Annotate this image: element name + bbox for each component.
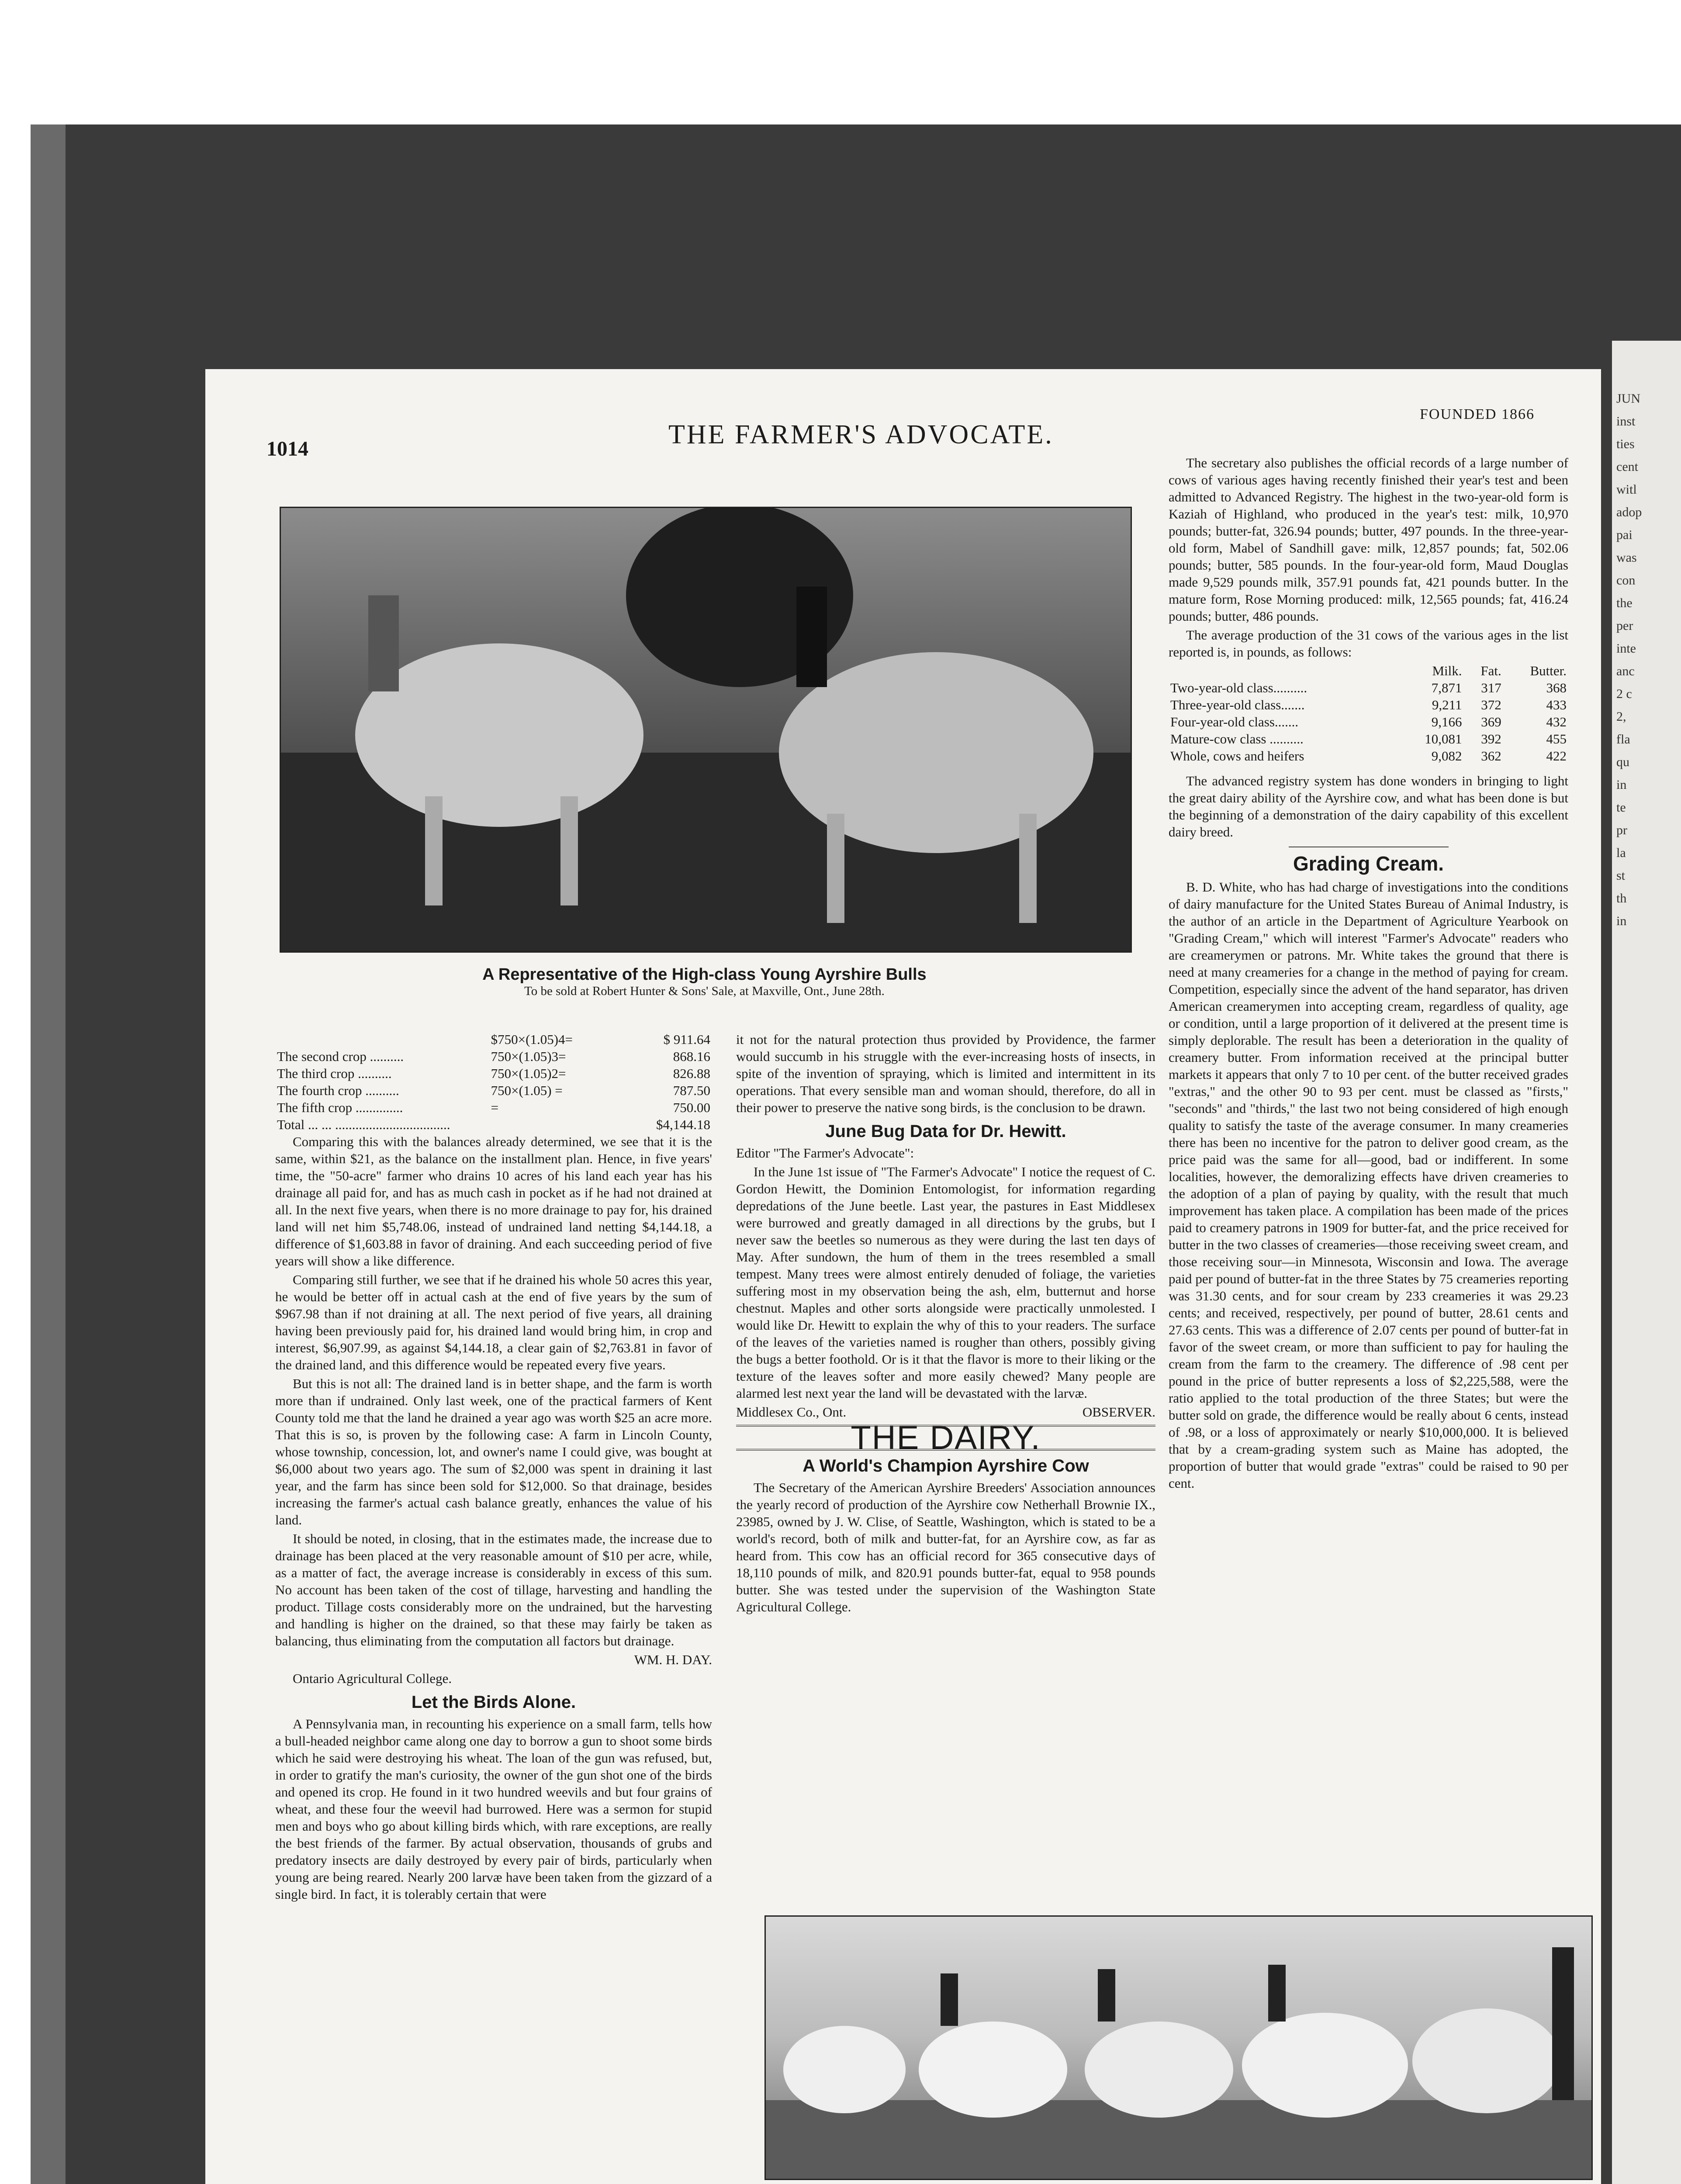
birds-heading: Let the Birds Alone. [411, 1693, 576, 1712]
founded-line: FOUNDED 1866 [1420, 406, 1535, 422]
table-row [1169, 730, 1568, 747]
crop-total-row [275, 1116, 712, 1133]
crop-row [275, 1065, 712, 1082]
table-cell: 392 [1481, 731, 1501, 746]
table-cell: Four-year-old class....... [1170, 714, 1299, 729]
adjacent-page-text-fragment: qu [1616, 755, 1629, 769]
adjacent-page-text-fragment: inte [1616, 641, 1636, 656]
crop-total-label: Total ... ... .................................. [277, 1117, 450, 1132]
adjacent-page-text-fragment: in [1616, 914, 1627, 928]
table-cell: 369 [1481, 714, 1501, 729]
birds-article-text: A Pennsylvania man, in recounting his experience on a small farm, tells how a bull-headed neighbor came along one day to borrow a gun to shoot some birds which he said were destroying his wheat. The loan of the gun was refused, but, in order to gratify the man's curiosity, the owner of the gun shot one of the birds and opened its crop. He found in it two hundred weevils and but four grains of wheat, and these four the weevil had burrowed. Here was a sermon for stupid men and boys who go about killing birds which, with rare exceptions, are really the best friends of the farmer. By actual observation, thousands of grubs and predatory insects are daily destroyed by every pair of birds, particularly when young are being reared. Nearly 200 larvæ have been taken from the gizzard of a single bird. In fact, it is tolerably certain that were [275, 1716, 712, 1902]
table-cell: 422 [1546, 748, 1567, 764]
crop-row [275, 1048, 712, 1065]
masthead: THE FARMER'S ADVOCATE. [668, 420, 1054, 449]
table-cell: 433 [1546, 697, 1567, 712]
page-number: 1014 [266, 437, 308, 460]
table-row [1169, 713, 1568, 730]
table-cell: 372 [1481, 697, 1501, 712]
column-3 [1169, 454, 1568, 1493]
adjacent-page-text-fragment: cent [1616, 460, 1638, 474]
adjacent-page-text-fragment: fla [1616, 732, 1630, 746]
crop-label: The fifth crop .............. [277, 1100, 403, 1115]
table-cell: Mature-cow class .......... [1170, 731, 1304, 746]
crop-row [275, 1099, 712, 1116]
adjacent-page-text-fragment: in [1616, 778, 1627, 792]
table-cell: 455 [1546, 731, 1567, 746]
crop-value: 868.16 [673, 1049, 710, 1064]
adjacent-page-text-fragment: the [1616, 596, 1633, 610]
crop-calc: 750×(1.05)3= [491, 1049, 566, 1064]
adjacent-page-text-fragment: per [1616, 619, 1633, 633]
table-cell: 9,211 [1432, 697, 1462, 712]
crop-row [275, 1031, 712, 1048]
table-cell: 7,871 [1431, 680, 1462, 695]
adjacent-page-text-fragment: pai [1616, 528, 1633, 542]
paragraph: Comparing still further, we see that if he drained his whole 50 acres this year, he would be better off in actual cash at the end of five years by the sum of $967.98 than if not draining at all. The next period of five years, all draining having been previously paid for, his drained land would bring him, in crop and interest, $6,907.99, as against $4,144.18, a clear gain of $2,763.81 in favor of the drained land, and this difference would be repeated every five years. [275, 1272, 712, 1372]
dairy-section-banner: THE DAIRY. [736, 1425, 1155, 1451]
table-row [1169, 679, 1568, 696]
paragraph: But this is not all: The drained land is in better shape, and the farm is worth more than if undrained. Only last week, one of the practical farmers of Kent County told me that the land he drained a year ago was worth $25 an acre more. That this is so, is proven by the following case: A farm in Lincoln County, whose township, concession, lot, and owner's name I could give, was bought at $6,000 about two years ago. The sum of $2,000 was spent in draining it last year, and the farm has since been sold for $12,000. So that drainage, besides increasing the farmer's actual cash balance greatly, enhances the value of his land. [275, 1376, 712, 1527]
letter-place: Middlesex Co., Ont. [736, 1404, 847, 1420]
crop-label [275, 1031, 489, 1048]
crop-value: 750.00 [673, 1100, 710, 1115]
column-header: Milk. [1432, 663, 1462, 678]
adjacent-page-text-fragment: JUN [1616, 391, 1641, 406]
paragraph: The secretary also publishes the official records of a large number of cows of various ages having recently finished their year's test and been admitted to Advanced Registry. The highest in the two-year-old form is Kaziah of Highland, who produced in the year's test: milk, 10,970 pounds; butter-fat, 326.94 pounds; butter, 497 pounds. In the three-year-old form, Mabel of Sandhill gave: milk, 12,857 pounds; fat, 502.06 pounds; butter, 585 pounds. In the four-year-old form, Maud Douglas made 9,529 pounds milk, 357.91 pounds fat, 421 pounds butter. In the mature form, Rose Morning produced: milk, 12,565 pounds; fat, 416.24 pounds; butter, 486 pounds. [1169, 455, 1568, 624]
column-header: Fat. [1480, 663, 1501, 678]
bulls-photo-subcaption: To be sold at Robert Hunter & Sons' Sale, at Maxville, Ont., June 28th. [524, 984, 885, 998]
adjacent-page-text-fragment: adop [1616, 505, 1642, 519]
crop-calc: 750×(1.05) = [491, 1083, 563, 1098]
crop-label: The second crop .......... [277, 1049, 404, 1064]
column-header [1169, 662, 1397, 679]
grading-cream-heading: Grading Cream. [1293, 852, 1444, 875]
scan-edge [31, 124, 66, 2184]
june-bug-letter-text: In the June 1st issue of "The Farmer's Advocate" I notice the request of C. Gordon Hewitt, the Dominion Entomologist, for information regarding depredations of the June beetle. Last year, the pastures in East Middlesex were burrowed and greatly damaged in all directions by the grubs, but I never saw the beetles so numerous as they were during the last ten days of May. After sundown, the hum of them in the trees resembled a small tempest. Many trees were almost entirely denuded of foliage, the varieties suffering most in my observation being the ash, elm, butternut and horse chestnut. Maples and other sorts alongside were practically unmolested. I would like Dr. Hewitt to explain the why of this to your readers. The surface of the leaves of the varieties named is rougher than others, possibly giving the bugs a better foothold. Or is it that the flavor is more to their liking or the texture of the leaves softer and more easily chewed? Many people are alarmed lest next year the land will be devastated with the larvæ. [736, 1164, 1155, 1401]
table-cell: 317 [1481, 680, 1501, 695]
adjacent-page-text-fragment: was [1616, 550, 1637, 565]
crop-calc: 750×(1.05)2= [491, 1066, 566, 1081]
crop-total-value: $4,144.18 [656, 1117, 710, 1132]
table-cell: 9,082 [1431, 748, 1462, 764]
champion-cow-heading: A World's Champion Ayrshire Cow [802, 1456, 1089, 1476]
ayrshire-heifers-photo [764, 1915, 1593, 2180]
adjacent-page-text-fragment: 2 c [1616, 687, 1632, 701]
table-cell: Whole, cows and heifers [1170, 748, 1304, 764]
ayrshire-bulls-photo [280, 507, 1132, 953]
paragraph: It should be noted, in closing, that in the estimates made, the increase due to drainage has been placed at the very reasonable amount of $10 per acre, while, as a matter of fact, the average increase is considerably in excess of this sum. No account has been taken of the cost of tillage, harvesting and handling the product. Tillage costs considerably more on the undrained, but the harvesting and handling is higher on the drained, so that these may fairly be taken as balancing, thus eliminating from the computation all factors but drainage. [275, 1531, 712, 1648]
column-1 [275, 1031, 712, 1904]
letter-footer [736, 1403, 1155, 1420]
crop-calc: = [491, 1100, 499, 1115]
adjacent-page-text-fragment: inst [1616, 414, 1636, 429]
table-cell: 10,081 [1425, 731, 1462, 746]
author-affiliation: Ontario Agricultural College. [293, 1671, 452, 1686]
adjacent-page-strip [1612, 341, 1681, 2184]
table-row [1169, 696, 1568, 713]
crop-value: 787.50 [673, 1083, 710, 1098]
paragraph: Comparing this with the balances already determined, we see that it is the same, within $21, as the balance on the installment plan. Hence, in five years' time, the "50-acre" farmer who drains 10 acres of his land each year has his drainage all paid for, and has as much cash in pocket as if he had not drained at all. In the next five years, when there is no more drainage to pay for, his drained land will net him $5,748.06, instead of undrained land netting $4,144.18, a difference of $1,603.88 in favor of draining. And each succeeding period of five years will show a like difference. [275, 1134, 712, 1268]
letter-salutation: Editor "The Farmer's Advocate": [736, 1145, 914, 1161]
column-header: Butter. [1530, 663, 1567, 678]
table-cell: 362 [1481, 748, 1501, 764]
crop-label: The fourth crop .......... [277, 1083, 399, 1098]
adjacent-page-text-fragment: 2, [1616, 709, 1626, 724]
author-signature: WM. H. DAY. [634, 1652, 712, 1667]
column-2 [736, 1031, 1155, 1617]
paragraph: The average production of the 31 cows of the various ages in the list reported is, in pounds, as follows: [1169, 627, 1568, 660]
adjacent-page-text-fragment: st [1616, 868, 1626, 883]
adjacent-page-text-fragment: con [1616, 573, 1636, 587]
birds-article-continued: it not for the natural protection thus provided by Providence, the farmer would succumb in his struggle with the ever-increasing hosts of insects, in spite of the invention of spraying, which is limited and intermittent in its operations. That every sensible man and woman should, therefore, do all in their power to preserve the native song birds, is the conclusion to be drawn. [736, 1032, 1155, 1115]
grading-cream-text: B. D. White, who has had charge of investigations into the conditions of dairy manufacture for the United States Bureau of Animal Industry, is the author of an article in the Department of Agriculture Yearbook on "Grading Cream," which will interest "Farmer's Advocate" readers who are creamerymen or patrons. Mr. White takes the ground that there is need at many creameries for a change in the method of paying for cream. Competition, especially since the advent of the hand separator, has driven American creamerymen into accepting cream, regardless of quality, age or condition, until a large proportion of it delivered at the present time is simply deplorable. The result has been a deterioration in the quality of creamery butter. From information received at the principal butter markets it appears that only 7 to 10 per cent. of the butter received grades "extras," and the other 90 to 93 per cent. must be classed as "firsts," "seconds" and "thirds," the last two not being considered of high enough quality to satisfy the taste of the average consumer. In many creameries there has been no incentive for the patron to deliver good cream, as the price paid was the same for all—good, bad or indifferent. In some localities, however, the demoralizing effects have driven creameries to the adoption of a plan of paying by quality, with the result that much improvement has taken place. A compilation has been made of the prices paid to creamery patrons in 1909 for butter-fat, and the price received for butter in the two classes of creameries—those receiving sweet cream, and those receiving sour—in Minnesota, Wisconsin and Iowa. The average paid per pound of butter-fat in the three States by 75 creameries reporting was 31.30 cents, and for sour cream by 233 creameries it was 29.23 cents; and received, respectively, per pound of butter, 28.61 cents and 27.63 cents. This was a difference of 2.07 cents per pound of butter-fat in favor of the sweet cream, or more than sufficient to pay for hauling the cream from the farm to the creamery. The difference of .98 cent per pound in the price of butter represents a loss of $2,225,588, were the ratio applied to the total production of the three States; but were the butter sold on grade, the difference would be really about 6 cents, instead of .98, or a loss of approximately or nearly $10,000,000. It is believed that by a cream-grading system such as Maine has adopted, the proportion of butter that would grade "extras" could be raised to 90 per cent. [1169, 879, 1568, 1491]
adjacent-page-text-fragment: te [1616, 800, 1626, 815]
crop-row [275, 1082, 712, 1099]
champion-cow-text: The Secretary of the American Ayrshire Breeders' Association announces the yearly record of production of the Ayrshire cow Netherhall Brownie IX., 23985, owned by J. W. Clise, of Seattle, Washington, which is stated to be a world's record, both of milk and butter-fat, for an Ayrshire cow, as far as heard from. This cow has an official record for 365 consecutive days of 18,110 pounds of milk, and 820.91 pounds butter-fat, equal to 958 pounds butter. She was tested under the supervision of the Washington State Agricultural College. [736, 1480, 1155, 1614]
table-row [1169, 747, 1568, 764]
table-cell: 432 [1546, 714, 1567, 729]
table-cell: Two-year-old class.......... [1170, 680, 1307, 695]
adjacent-page-text-fragment: ties [1616, 437, 1635, 451]
table-header-row [1169, 662, 1568, 679]
june-bug-heading: June Bug Data for Dr. Hewitt. [825, 1122, 1066, 1141]
crop-label: The third crop .......... [277, 1066, 392, 1081]
table-cell: 9,166 [1431, 714, 1462, 729]
crop-calc: $750×(1.05)4= [491, 1032, 573, 1047]
adjacent-page-text-fragment: pr [1616, 823, 1627, 837]
crop-value: 826.88 [673, 1066, 710, 1081]
adjacent-page-text-fragment: th [1616, 891, 1627, 905]
table-cell: 368 [1546, 680, 1567, 695]
letter-signature: OBSERVER. [1082, 1404, 1155, 1420]
average-production-table [1169, 662, 1568, 764]
adjacent-page-text-fragment: anc [1616, 664, 1635, 678]
crop-value-table [275, 1031, 712, 1116]
bulls-photo-caption: A Representative of the High-class Young Ayrshire Bulls [482, 965, 927, 984]
paragraph: The advanced registry system has done wonders in bringing to light the great dairy ability of the Ayrshire cow, and what has been done is but the beginning of a demonstration of the dairy capability of this excellent dairy breed. [1169, 773, 1568, 840]
table-cell: Three-year-old class....... [1170, 697, 1305, 712]
crop-value: $ 911.64 [663, 1032, 710, 1047]
adjacent-page-text-fragment: la [1616, 846, 1626, 860]
adjacent-page-text-fragment: witl [1616, 482, 1637, 497]
